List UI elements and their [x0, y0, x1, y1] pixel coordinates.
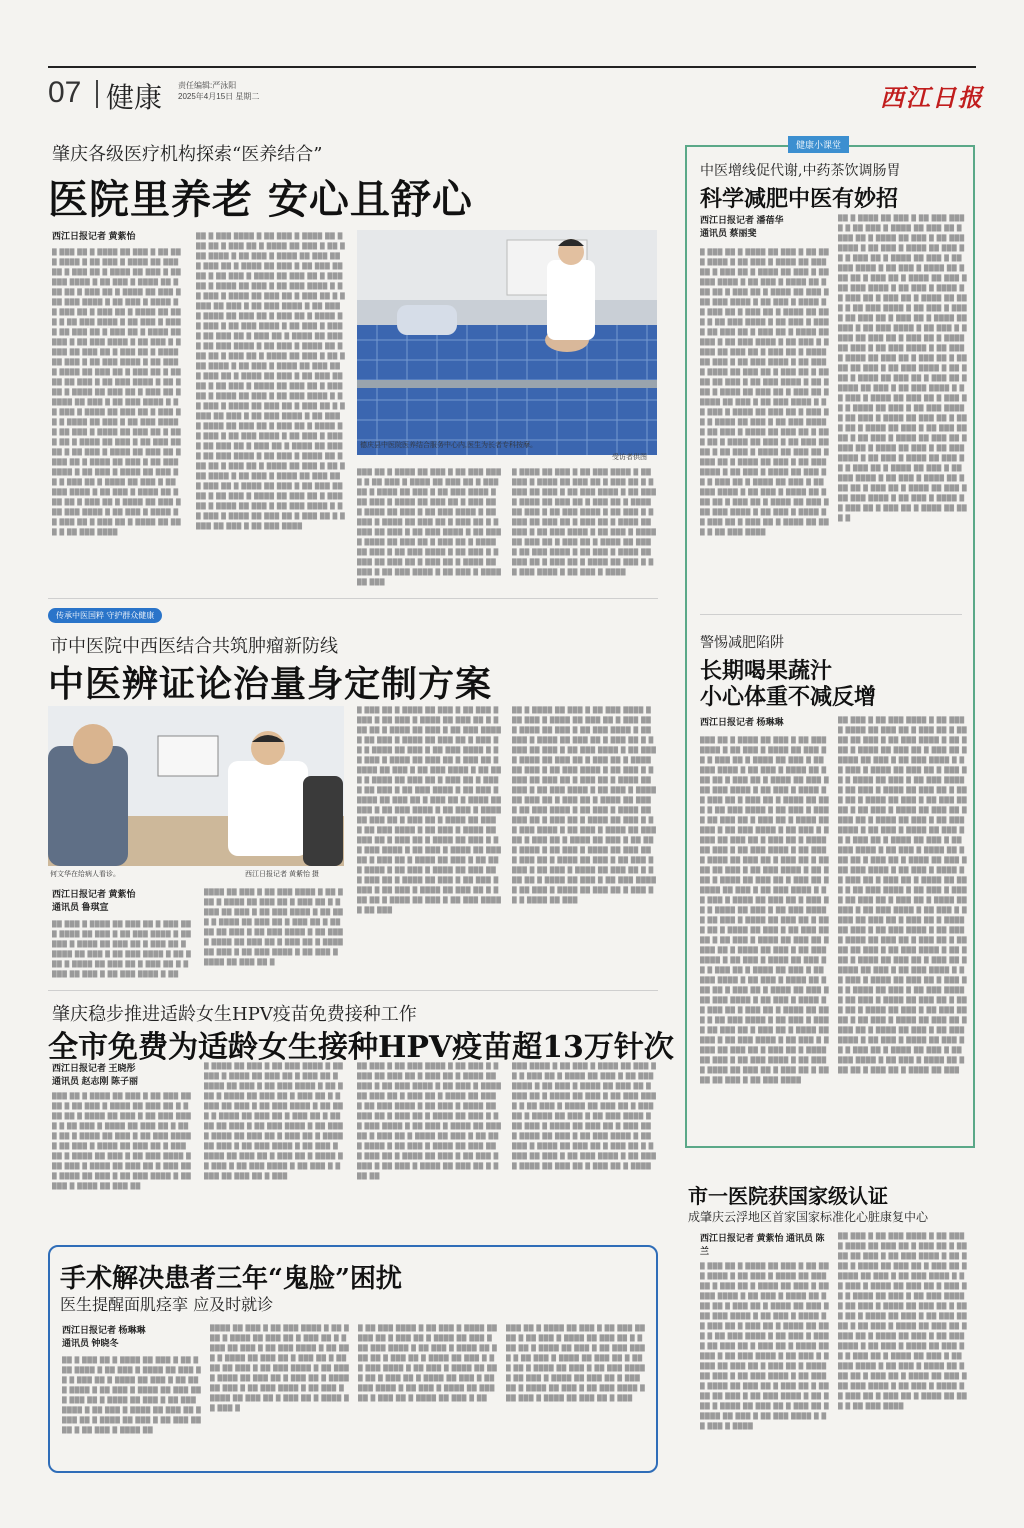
article1-photo-credit: 受访者供图: [612, 454, 647, 461]
side-bottom-body-col2: ██ ███ █ ██ ███ ████ █ ██ ███ █ ████ ██ ███ ██ █ ███ ██ █ ████ ██ ███ █ ██ ███ ████ █ ██ ███ █ ████ ██ ███ ██ █ ███ ██ █ ████ ██ ███ █ ██ ███ ████ █ ██ ███ █ ████ ██ ███ ██ █ ███ ██ █ ████ ██ ███ █ ██ ███ ████ █ ██ ███ █ ████ ██ ███ ██ █ ███ ██ █ ████ ██ ███ █ ██ ███ ████ █ ██ ███ █ ████ ██ ███ ██ █ ███ ██ █ ████ ██ ███ █ ██ ███ ████ █ ██ ███ █ ████ ██ ███ ██ █ ███ ██ █ ████ ██ ███ █ ██ ███ ████ █ ██ ███ █ ████ ██ ███ ██ █ ███ ██ █ ████ ██ ███ █ ██ ███ ████ █ ██ ███ █ ████ ██ ███ ██ █ ███ ██ █ ████ ██ ███ █ ██ ███ ████: [838, 1233, 968, 1410]
bottom-body-col2: ████ ██ ███ █ ██ ███ ████ █ ██ ███ █ ████ ██ ███ ██ █ ███ ██ █ ████ ██ ███ █ ██ ███ ████ █ ██ ███ █ ████ ██ ███ ██ █ ███ ██ █ ████ ██ ███ █ ██ ███ ████ █ ██ ███ █ ████ ██ ███ ██ █ ███ ██ █ ████ ██ ███ █ ██ ███ ████ █ ██ ███ █ ████ ██ ███ ██ █ ███ ██ █ ████ ██ ███ █: [210, 1325, 350, 1412]
header-separator: [96, 80, 98, 108]
date-line: 2025年4月15日 星期二: [178, 92, 260, 101]
article2-body-col2: ████ ██ ███ █ ██ ███ ████ █ ██ ███ █ ████ ██ ███ ██ █ ███ ██ █ ████ ██ ███ █ ██ ███ ████ █ ██ ███ █ ████ ██ ███ ██ █ ███ ██ █ ████ ██ ███ █ ██ ███ ████ █ ██ ███ █ ████ ██ ███ ██ █ ███ ██ █ ████ ██ ███ █ ██ ███ ████ █ ██ ███ █ ████ ██ ███ ██ █: [204, 889, 344, 966]
sidebar1-body-col1: █ ███ ██ █ ████ ██ ███ █ ██ ███ ████ █ ██ ███ █ ████ ██ ███ ██ █ ███ ██ █ ████ ██ ███ █ ██ ███ ████ █ ██ ███ █ ████ ██ ███ ██ █ ███ ██ █ ████ ██ ███ █ ██ ███ ████ █ ██ ███ █ ████ ██ ███ ██ █ ███ ██ █ ████ ██ ███ █ ██ ███ ████ █ ██ ███ █ ████ ██ ███ ██ █ ███ ██ █ ████ ██ ███ █ ██ ███ ████ █ ██ ███ █ ████ ██ ███ ██ █ ███ ██ █ ████ ██ ███ █ ██ ███ ████ █ ██ ███ █ ████ ██ ███ ██ █ ███ ██ █ ████ ██ ███ █ ██ ███ ████ █ ██ ███ █ ████ ██ ███ ██ █ ███ ██ █ ████ ██ ███ █ ██ ███ ████ █ ██ ███ █ ████ ██ ███ ██ █ ███ ██ █ ████ ██ ███ █ ██ ███ ████ █ ██ ███ █ ████ ██ ███ ██ █ ███ ██ █ ████ ██ ███ █ ██ ███ ████ █ ██ ███ █ ████ ██ ███ ██ █ ███ ██ █ ████ ██ ███ █ ██ ███ ████ █ ██ ███ █ ████ ██ ███ ██ █ ███ ██ █ ████ ██ ███ █ ██ ███ ████ █ ██ ███ █ ████ ██ ███ ██ █ ███ ██ █ ████ ██ ███ █ ██ ███ ████ █ ██ ███ █ ████ ██ ███ ██ █ ███ ██ █ ████ ██ ███ █ ██ ███ ████: [700, 249, 830, 536]
side-bottom-body-col1: █ ███ ██ █ ████ ██ ███ █ ██ ███ ████ █ ██ ███ █ ████ ██ ███ ██ █ ███ ██ █ ████ ██ ███ █ ██ ███ ████ █ ██ ███ █ ████ ██ ███ ██ █ ███ ██ █ ████ ██ ███ █ ██ ███ ████ █ ██ ███ █ ████ ██ ███ ██ █ ███ ██ █ ████ ██ ███ █ ██ ███ ████ █ ██ ███ █ ████ ██ ███ ██ █ ███ ██ █ ████ ██ ███ █ ██ ███ ████ █ ██ ███ █ ████ ██ ███ ██ █ ███ ██ █ ████ ██ ███ █ ██ ███ ████ █ ██ ███ █ ████ ██ ███ ██ █ ███ ██ █ ████ ██ ███ █ ██ ███ ████ █ ██ ███ █ ████ ██ ███ ██ █ ███ ██ █ ████ ██ ███ █ ██ ███ ████ █ ██ ███ █ ████: [700, 1263, 830, 1430]
article3-byline-correspondent: 通讯员 赵志刚 陈子丽: [52, 1076, 139, 1086]
side-bottom-byline: 西江日报记者 黄紫怡 通讯员 陈兰: [700, 1233, 825, 1256]
doctor-consultation-illustration: [48, 706, 344, 866]
divider-1: [48, 598, 658, 599]
divider-2: [48, 990, 658, 991]
article2-body-col1: ██ ███ █ ████ ██ ███ ██ █ ███ ██ █ ████ ██ ███ █ ██ ███ ████ █ ██ ███ █ ████ ██ ███ ██ █ ███ ██ █ ████ ██ ███ █ ██ ███ ████ █ ██ ███ █ ████ ██ ███ ██ █ ███ ██ █ ████ ██ ███ █ ██ ███ ████ █ ██: [52, 921, 192, 978]
bottom-article-headline: 手术解决患者三年“鬼脸”困扰: [60, 1264, 402, 1294]
article1-body-col2: ██ █ ███ ████ █ ██ ███ █ ████ ██ ███ ██ █ ███ ██ █ ████ ██ ███ █ ██ ███ ████ █ ██ ███ █ ████ ██ ███ ██ █ ███ ██ █ ████ ██ ███ █ ██ ███ ████ █ ██ ███ █ ████ ██ ███ ██ █ ███ ██ █ ████ ██ ███ █ ██ ███ ████ █ ██ ███ █ ████ ██ ███ ██ █ ███ ██ █ ████ ██ ███ █ ██ ███ ████ █ ██ ███ █ ████ ██ ███ ██ █ ███ ██ █ ████ ██ ███ █ ██ ███ ████ █ ██ ███ █ ████ ██ ███ ██ █ ███ ██ █ ████ ██ ███ █ ██ ███ ████ █ ██ ███ █ ████ ██ ███ ██ █ ███ ██ █ ████ ██ ███ █ ██ ███ ████ █ ██ ███ █ ████ ██ ███ ██ █ ███ ██ █ ████ ██ ███ █ ██ ███ ████ █ ██ ███ █ ████ ██ ███ ██ █ ███ ██ █ ████ ██ ███ █ ██ ███ ████ █ ██ ███ █ ████ ██ ███ ██ █ ███ ██ █ ████ ██ ███ █ ██ ███ ████ █ ██ ███ █ ████ ██ ███ ██ █ ███ ██ █ ████ ██ ███ █ ██ ███ ████ █ ██ ███ █ ████ ██ ███ ██ █ ███ ██ █ ████ ██ ███ █ ██ ███ ████ █ ██ ███ █ ████ ██ ███ ██ █ ███ ██ █ ████ ██ ███ █ ██ ███ ████ █ ██ ███ █ ████ ██ ███ ██ █ ███ ██ █ ████ ██ ███ █ ██ ███ ████ █ ██ ███ █ ████ ██ ███ ██ █ ███ ██ █ ████ ██ ███ █ ██ ███ ████ █ ██ ███ █ ████ ██ ███ ██ █ ███ ██ █ ████ ██ ███ █ ██ ███ ████: [196, 233, 346, 530]
sidebar2-kicker: 警惕减肥陷阱: [700, 635, 784, 651]
bottom-article-subhead: 医生提醒面肌痉挛 应及时就诊: [60, 1295, 274, 1314]
article2-byline-correspondent: 通讯员 鲁琪宣: [52, 902, 109, 912]
article2-kicker: 市中医院中西医结合共筑肿瘤新防线: [50, 636, 338, 657]
sidebar-tag: 健康小课堂: [788, 136, 849, 153]
article3-body-col4: ███ ████ █ ██ ███ █ ████ ██ ███ ██ █ ███ ██ █ ████ ██ ███ █ ██ ███ ████ █ ██ ███ █ ████ ██ ███ ██ █ ███ ██ █ ████ ██ ███ █ ██ ███ ████ █ ██ ███ █ ████ ██ ███ ██ █ ███ ██ █ ████ ██ ███ █ ██ ███ ████ █ ██ ███ █ ████ ██ ███ ██ █ ███ ██ █ ████ ██ ███ █ ██ ███ ████ █ ██ ███ █ ████ ██ ███ ██ █ ███ ██ █ ████ ██ ███ █ ██ ███ ████ █ ██ ███ █ ████ ██ ███ ██ █ ███ ██ █ ████: [512, 1063, 657, 1170]
article3-body-col3: ██ ███ █ ██ ███ ████ █ ██ ███ █ ████ ██ ███ ██ █ ███ ██ █ ████ ██ ███ █ ██ ███ ████ █ ██ ███ █ ████ ██ ███ ██ █ ███ ██ █ ████ ██ ███ █ ██ ███ ████ █ ██ ███ █ ████ ██ ███ ██ █ ███ ██ █ ████ ██ ███ █ ██ ███ ████ █ ██ ███ █ ████ ██ ███ ██ █ ███ ██ █ ████ ██ ███ █ ██ ███ ████ █ ██ ███ █ ████ ██ ███ ██ █ ███ ██ █ ████ ██ ███ █ ██ ███ ████ █ ██ ███ █ ████ ██ ███ ██ █ ███ ██: [357, 1063, 502, 1180]
article1-body-col3: ███ ██ █ ████ ██ ███ █ ██ ███ ████ █ ██ ███ █ ████ ██ ███ ██ █ ███ ██ █ ████ ██ ███ █ ██ ███ ████ █ ██ ███ █ ████ ██ ███ ██ █ ███ ██ █ ████ ██ ███ █ ██ ███ ████ █ ██ ███ █ ████ ██ ███ ██ █ ███ ██ █ ████ ██ ███ █ ██ ███ ████ █ ██ ███ █ ████ ██ ███ ██ █ ███ ██ █ ████ ██ ███ █ ██ ███ ████ █ ██ ███ █ ████ ██ ███ ██ █ ███ ██ █ ████ ██ ███ █ ██ ███ ████ █ ██ ███ █ ████ ██ ███: [357, 469, 502, 586]
editor-line: 责任编辑:严泳阳: [178, 81, 237, 90]
sidebar2-headline-line1: 长期喝果蔬汁: [700, 658, 833, 684]
sidebar1-headline: 科学减肥中医有妙招: [700, 186, 899, 212]
article1-kicker: 肇庆各级医疗机构探索“医养结合”: [52, 144, 323, 165]
article2-photo: [48, 706, 344, 866]
article1-body-col1: █ ███ ██ █ ████ ██ ███ █ ██ ███ ████ █ ██ ███ █ ████ ██ ███ ██ █ ███ ██ █ ████ ██ ███ █ ██ ███ ████ █ ██ ███ █ ████ ██ ███ ██ █ ███ ██ █ ████ ██ ███ █ ██ ███ ████ █ ██ ███ █ ████ ██ ███ ██ █ ███ ██ █ ████ ██ ███ █ ██ ███ ████ █ ██ ███ █ ████ ██ ███ ██ █ ███ ██ █ ████ ██ ███ █ ██ ███ ████ █ ██ ███ █ ████ ██ ███ ██ █ ███ ██ █ ████ ██ ███ █ ██ ███ ████ █ ██ ███ █ ████ ██ ███ ██ █ ███ ██ █ ████ ██ ███ █ ██ ███ ████ █ ██ ███ █ ████ ██ ███ ██ █ ███ ██ █ ████ ██ ███ █ ██ ███ ████ █ ██ ███ █ ████ ██ ███ ██ █ ███ ██ █ ████ ██ ███ █ ██ ███ ████ █ ██ ███ █ ████ ██ ███ ██ █ ███ ██ █ ████ ██ ███ █ ██ ███ ████ █ ██ ███ █ ████ ██ ███ ██ █ ███ ██ █ ████ ██ ███ █ ██ ███ ████ █ ██ ███ █ ████ ██ ███ ██ █ ███ ██ █ ████ ██ ███ █ ██ ███ ████ █ ██ ███ █ ████ ██ ███ ██ █ ███ ██ █ ████ ██ ███ █ ██ ███ ████ █ ██ ███ █ ████ ██ ███ ██ █ ███ ██ █ ████ ██ ███ █ ██ ███ ████: [52, 249, 182, 536]
sidebar2-byline: 西江日报记者 杨琳琳: [700, 717, 784, 727]
section-title: 健康: [106, 81, 163, 114]
article1-photo-caption: 德庆县中医院医养结合服务中心内,医生为长者专科按摩。: [360, 442, 537, 449]
bottom-body-col1: ██ █ ███ ██ █ ████ ██ ███ █ ██ ███ ████ █ ██ ███ █ ████ ██ ███ ██ █ ███ ██ █ ████ ██ ███ █ ██ ███ ████ █ ██ ███ █ ████ ██ ███ ██ █ ███ ██ █ ████ ██ ███ █ ██ ███ ████ █ ██ ███ █ ████ ██ ███ ██ █ ███ ██ █ ████ ██ ███ █ ██ ███ ████ █ ██ ███ █ ████ ██: [62, 1357, 202, 1434]
article2-photo-credit: 西江日报记者 黄紫怡 摄: [245, 871, 319, 878]
article1-byline: 西江日报记者 黄紫怡: [52, 231, 136, 241]
article3-byline-reporter: 西江日报记者 王晓彤: [52, 1063, 136, 1073]
sidebar1-byline: [700, 214, 784, 240]
article2-byline-reporter: 西江日报记者 黄紫怡: [52, 889, 136, 899]
article2-photo-caption: 何文华在给病人看诊。: [50, 871, 120, 878]
sidebar2-headline-line2: 小心体重不减反增: [700, 684, 877, 710]
page-number: 07: [48, 76, 82, 109]
article1-headline: 医院里养老 安心且舒心: [48, 176, 473, 223]
article3-body-col1: ███ ██ █ ████ ██ ███ █ ██ ███ ████ █ ██ ███ █ ████ ██ ███ ██ █ ███ ██ █ ████ ██ ███ █ ██ ███ ████ █ ██ ███ █ ████ ██ ███ ██ █ ███ ██ █ ████ ██ ███ █ ██ ███ ████ █ ██ ███ █ ████ ██ ███ ██ █ ███ ██ █ ████ ██ ███ █ ██ ███ ████ █ ██ ███ █ ████ ██ ███ ██ █ ███ ██ █ ████ ██ ███ █ ██ ███ ████ █ ██ ███ █ ████ ██ ███ ██: [52, 1093, 192, 1190]
top-rule: [48, 66, 976, 68]
sidebar1-body-col2: ██ █ ████ ██ ███ █ ██ ███ ████ █ ██ ███ █ ████ ██ ███ ██ █ ███ ██ █ ████ ██ ███ █ ██ ███ ████ █ ██ ███ █ ████ ██ ███ ██ █ ███ ██ █ ████ ██ ███ █ ██ ███ ████ █ ██ ███ █ ████ ██ ███ ██ █ ███ ██ █ ████ ██ ███ █ ██ ███ ████ █ ██ ███ █ ████ ██ ███ ██ █ ███ ██ █ ████ ██ ███ █ ██ ███ ████ █ ██ ███ █ ████ ██ ███ ██ █ ███ ██ █ ████ ██ ███ █ ██ ███ ████ █ ██ ███ █ ████ ██ ███ ██ █ ███ ██ █ ████ ██ ███ █ ██ ███ ████ █ ██ ███ █ ████ ██ ███ ██ █ ███ ██ █ ████ ██ ███ █ ██ ███ ████ █ ██ ███ █ ████ ██ ███ ██ █ ███ ██ █ ████ ██ ███ █ ██ ███ ████ █ ██ ███ █ ████ ██ ███ ██ █ ███ ██ █ ████ ██ ███ █ ██ ███ ████ █ ██ ███ █ ████ ██ ███ ██ █ ███ ██ █ ████ ██ ███ █ ██ ███ ████ █ ██ ███ █ ████ ██ ███ ██ █ ███ ██ █ ████ ██ ███ █ ██ ███ ████ █ ██ ███ █ ████ ██ ███ ██ █ ███ ██ █ ████ ██ ███ █ ██ ███ ████ █ ██ ███ █ ████ ██ ███ ██ █ ███ ██ █ ████ ██ ███ █ ██ ███ ████ █ ██ ███ █ ████ ██ ███ ██ █ ███ ██ █ ████ ██ ███ █: [838, 215, 968, 522]
article1-body-col4: █ ████ ██ ███ █ ██ ███ ████ █ ██ ███ █ ████ ██ ███ ██ █ ███ ██ █ ████ ██ ███ █ ██ ███ ████ █ ██ ███ █ ████ ██ ███ ██ █ ███ ██ █ ████ ██ ███ █ ██ ███ ████ █ ██ ███ █ ████ ██ ███ ██ █ ███ ██ █ ████ ██ ███ █ ██ ███ ████ █ ██ ███ █ ████ ██ ███ ██ █ ███ ██ █ ████ ██ ███ █ ██ ███ ████ █ ██ ███ █ ████ ██ ███ ██ █ ███ ██ █ ████ ██ ███ █ ██ ███ ████ █ ██ ███ █ ████: [512, 469, 657, 576]
sidebar1-kicker: 中医增线促代谢,中药茶饮调肠胃: [700, 163, 901, 179]
hospital-ward-illustration: [357, 230, 657, 455]
masthead-logo: 西江日报: [880, 83, 984, 112]
bottom-byline-correspondent: 通讯员 钟晓冬: [62, 1338, 119, 1348]
article2-body-col3: █ ███ ██ █ ████ ██ ███ █ ██ ███ ████ █ ██ ███ █ ████ ██ ███ ██ █ ███ ██ █ ████ ██ ███ █ ██ ███ ████ █ ██ ███ █ ████ ██ ███ ██ █ ███ ██ █ ████ ██ ███ █ ██ ███ ████ █ ██ ███ █ ████ ██ ███ ██ █ ███ ██ █ ████ ██ ███ █ ██ ███ ████ █ ██ ███ █ ████ ██ ███ ██ █ ███ ██ █ ████ ██ ███ █ ██ ███ ████ █ ██ ███ █ ████ ██ ███ ██ █ ███ ██ █ ████ ██ ███ █ ██ ███ ████ █ ██ ███ █ ████ ██ ███ ██ █ ███ ██ █ ████ ██ ███ █ ██ ███ ████ █ ██ ███ █ ████ ██ ███ ██ █ ███ ██ █ ████ ██ ███ █ ██ ███ ████ █ ██ ███ █ ████ ██ ███ ██ █ ███ ██ █ ████ ██ ███ █ ██ ███ ████ █ ██ ███ █ ████ ██ ███ ██ █ ███ ██ █ ████ ██ ███ █ ██ ███ ████ █ ██ ███ █ ████ ██ ███ ██ █ ███ ██ █ ████ ██ ███ █ ██ ███ ████ █ ██ ███: [357, 707, 502, 914]
article3-kicker: 肇庆稳步推进适龄女生HPV疫苗免费接种工作: [52, 1004, 417, 1025]
article2-tag: 传承中医国粹 守护群众健康: [48, 608, 162, 623]
sidebar2-body-col1: ███ ██ █ ████ ██ ███ █ ██ ███ ████ █ ██ ███ █ ████ ██ ███ ██ █ ███ ██ █ ████ ██ ███ █ ██ ███ ████ █ ██ ███ █ ████ ██ ███ ██ █ ███ ██ █ ████ ██ ███ █ ██ ███ ████ █ ██ ███ █ ████ ██ ███ ██ █ ███ ██ █ ████ ██ ███ █ ██ ███ ████ █ ██ ███ █ ████ ██ ███ ██ █ ███ ██ █ ████ ██ ███ █ ██ ███ ████ █ ██ ███ █ ████ ██ ███ ██ █ ███ ██ █ ████ ██ ███ █ ██ ███ ████ █ ██ ███ █ ████ ██ ███ ██ █ ███ ██ █ ████ ██ ███ █ ██ ███ ████ █ ██ ███ █ ████ ██ ███ ██ █ ███ ██ █ ████ ██ ███ █ ██ ███ ████ █ ██ ███ █ ████ ██ ███ ██ █ ███ ██ █ ████ ██ ███ █ ██ ███ ████ █ ██ ███ █ ████ ██ ███ ██ █ ███ ██ █ ████ ██ ███ █ ██ ███ ████ █ ██ ███ █ ████ ██ ███ ██ █ ███ ██ █ ████ ██ ███ █ ██ ███ ████ █ ██ ███ █ ████ ██ ███ ██ █ ███ ██ █ ████ ██ ███ █ ██ ███ ████ █ ██ ███ █ ████ ██ ███ ██ █ ███ ██ █ ████ ██ ███ █ ██ ███ ████ █ ██ ███ █ ████ ██ ███ ██ █ ███ ██ █ ████ ██ ███ █ ██ ███ ████ █ ██ ███ █ ████ ██ ███ ██ █ ███ ██ █ ████ ██ ███ █ ██ ███ ████ █ ██ ███ █ ████ ██ ███ ██ █ ███ ██ █ ████ ██ ███ █ ██ ███ ████ █ ██ ███ █ ████ ██ ███ ██ █ ███ ██ █ ████ ██ ███ █ ██ ███ ████: [700, 737, 830, 1084]
bottom-body-col4: ███ ██ █ ████ ██ ███ █ ██ ███ ████ █ ██ ███ █ ████ ██ ███ ██ █ ███ ██ █ ████ ██ ███ █ ██ ███ ████ █ ██ ███ █ ████ ██ ███ ██ █ ███ ██ █ ████ ██ ███ █ ██ ███ ████ █ ██ ███ █ ████ ██ ███ ██ █ ███ ██ █ ████ ██ ███ █ ██ ███ ████ █ ██ ███ █ ████ ██ ███ ██ █ ███: [506, 1325, 646, 1402]
sidebar1-byline-reporter: 西江日报记者 潘蓓华: [700, 215, 784, 225]
article2-byline: [52, 888, 136, 914]
sidebar1-byline-correspondent: 通讯员 蔡丽斐: [700, 228, 757, 238]
bottom-article-byline: [62, 1324, 146, 1350]
article3-headline: 全市免费为适龄女生接种HPV疫苗超13万针次: [48, 1030, 674, 1065]
article3-byline: [52, 1062, 138, 1088]
side-bottom-headline: 市一医院获国家级认证: [688, 1184, 888, 1208]
article2-headline: 中医辨证论治量身定制方案: [48, 663, 493, 705]
article1-photo: [357, 230, 657, 455]
edition-meta: [178, 80, 259, 102]
side-bottom-subhead: 成肇庆云浮地区首家国家标准化心脏康复中心: [688, 1210, 929, 1224]
bottom-body-col3: █ ██ ███ ████ █ ██ ███ █ ████ ██ ███ ██ █ ███ ██ █ ████ ██ ███ █ ██ ███ ████ █ ██ ███ █ ████ ██ ███ ██ █ ███ ██ █ ████ ██ ███ █ ██ ███ ████ █ ██ ███ █ ████ ██ ███ ██ █ ███ ██ █ ████ ██ ███ █ ██ ███ ████ █ ██ ███ █ ████ ██ ███ ██ █ ███ ██ █ ████ ██ ███ █ ██: [358, 1325, 498, 1402]
article2-body-col4: ██ █ ████ ██ ███ █ ██ ███ ████ █ ██ ███ █ ████ ██ ███ ██ █ ███ ██ █ ████ ██ ███ █ ██ ███ ████ █ ██ ███ █ ████ ██ ███ ██ █ ███ ██ █ ████ ██ ███ █ ██ ███ ████ █ ██ ███ █ ████ ██ ███ ██ █ ███ ██ █ ████ ██ ███ █ ██ ███ ████ █ ██ ███ █ ████ ██ ███ ██ █ ███ ██ █ ████ ██ ███ █ ██ ███ ████ █ ██ ███ █ ████ ██ ███ ██ █ ███ ██ █ ████ ██ ███ █ ██ ███ ████ █ ██ ███ █ ████ ██ ███ ██ █ ███ ██ █ ████ ██ ███ █ ██ ███ ████ █ ██ ███ █ ████ ██ ███ ██ █ ███ ██ █ ████ ██ ███ █ ██ ███ ████ █ ██ ███ █ ████ ██ ███ ██ █ ███ ██ █ ████ ██ ███ █ ██ ███ ████ █ ██ ███ █ ████ ██ ███ ██ █ ███ ██ █ ████ ██ ███ █ ██ ███ ████ █ ██ ███ █ ████ ██ ███ ██ █ ███ ██ █ ████ ██ ███: [512, 707, 657, 904]
sidebar2-body-col2: ██ ███ █ ██ ███ ████ █ ██ ███ █ ████ ██ ███ ██ █ ███ ██ █ ████ ██ ███ █ ██ ███ ████ █ ██ ███ █ ████ ██ ███ ██ █ ███ ██ █ ████ ██ ███ █ ██ ███ ████ █ ██ ███ █ ████ ██ ███ ██ █ ███ ██ █ ████ ██ ███ █ ██ ███ ████ █ ██ ███ █ ████ ██ ███ ██ █ ███ ██ █ ████ ██ ███ █ ██ ███ ████ █ ██ ███ █ ████ ██ ███ ██ █ ███ ██ █ ████ ██ ███ █ ██ ███ ████ █ ██ ███ █ ████ ██ ███ ██ █ ███ ██ █ ████ ██ ███ █ ██ ███ ████ █ ██ ███ █ ████ ██ ███ ██ █ ███ ██ █ ████ ██ ███ █ ██ ███ ████ █ ██ ███ █ ████ ██ ███ ██ █ ███ ██ █ ████ ██ ███ █ ██ ███ ████ █ ██ ███ █ ████ ██ ███ ██ █ ███ ██ █ ████ ██ ███ █ ██ ███ ████ █ ██ ███ █ ████ ██ ███ ██ █ ███ ██ █ ████ ██ ███ █ ██ ███ ████ █ ██ ███ █ ████ ██ ███ ██ █ ███ ██ █ ████ ██ ███ █ ██ ███ ████ █ ██ ███ █ ████ ██ ███ ██ █ ███ ██ █ ████ ██ ███ █ ██ ███ ████ █ ██ ███ █ ████ ██ ███ ██ █ ███ ██ █ ████ ██ ███ █ ██ ███ ████ █ ██ ███ █ ████ ██ ███ ██ █ ███ ██ █ ████ ██ ███ █ ██ ███ ████ █ ██ ███ █ ████ ██ ███ ██ █ ███ ██ █ ████ ██ ███ █ ██ ███ ████ █ ██ ███ █ ████ ██ ███ ██ █ ███ ██ █ ████ ██ ███ █ ██ ███ ████ █ ██ ███ █ ████ ██ ███ ██ █ ███ ██ █ ████ ██ ███: [838, 717, 968, 1074]
sidebar-divider: [700, 614, 962, 615]
article3-body-col2: █ ████ ██ ███ █ ██ ███ ████ █ ██ ███ █ ████ ██ ███ ██ █ ███ ██ █ ████ ██ ███ █ ██ ███ ████ █ ██ ███ █ ████ ██ ███ ██ █ ███ ██ █ ████ ██ ███ █ ██ ███ ████ █ ██ ███ █ ████ ██ ███ ██ █ ███ ██ █ ████ ██ ███ █ ██ ███ ████ █ ██ ███ █ ████ ██ ███ ██ █ ███ ██ █ ████ ██ ███ █ ██ ███ ████ █ ██ ███ █ ████ ██ ███ ██ █ ███ ██ █ ████ ██ ███ █ ██ ███ ████ █ ██ ███ █ ████ ██ ███ ██ █ ███: [204, 1063, 344, 1180]
bottom-byline-reporter: 西江日报记者 杨琳琳: [62, 1325, 146, 1335]
